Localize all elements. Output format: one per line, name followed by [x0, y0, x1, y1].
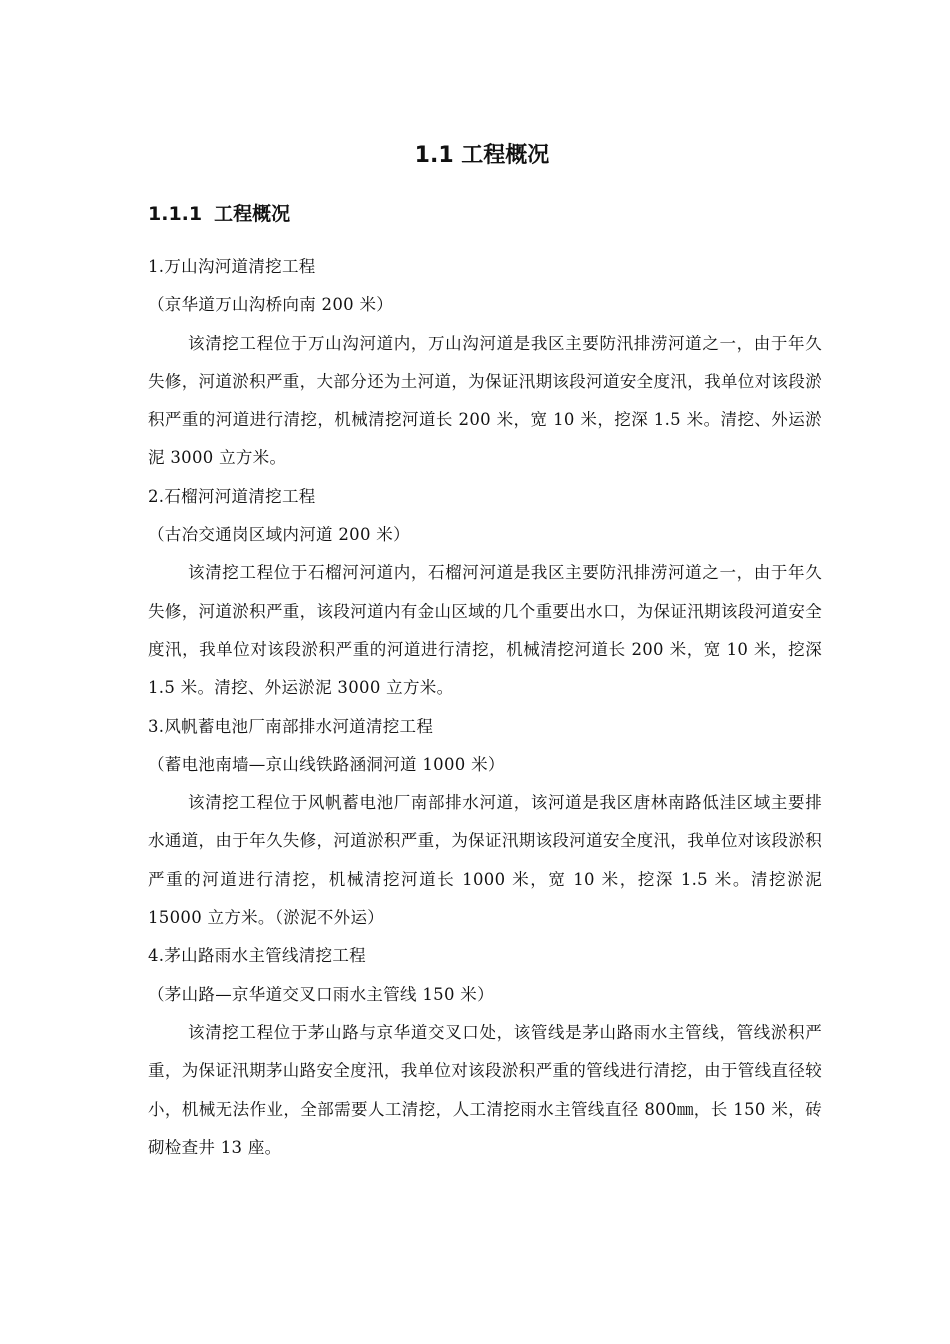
section-paragraph: 该清挖工程位于石榴河河道内，石榴河河道是我区主要防汛排涝河道之一，由于年久失修，河道淤积严重，该段河道内有金山区域的几个重要出水口，为保证汛期该段河道安全度汛，我单位对该段淤积严重的河道进行清挖，机械清挖河道长 200 米，宽 10 米，挖深 1.5 米。清挖、外运淤泥 3000 立方米。 [148, 563, 822, 698]
section-paragraph: 该清挖工程位于茅山路与京华道交叉口处，该管线是茅山路雨水主管线，管线淤积严重，为保证汛期茅山路安全度汛，我单位对该段淤积严重的管线进行清挖，由于管线直径较小，机械无法作业，全部需要人工清挖，人工清挖雨水主管线直径 800㎜，长 150 米，砖砌检查井 13 座。 [148, 1022, 822, 1157]
document-body [148, 248, 822, 1167]
section-range: （茅山路—京华道交叉口雨水主管线 150 米） [148, 984, 494, 1004]
subtitle-number: 1.1.1 [148, 203, 203, 225]
section-heading: 2.石榴河河道清挖工程 [148, 486, 316, 506]
section-range: （京华道万山沟桥向南 200 米） [148, 295, 394, 315]
subtitle-text: 工程概况 [214, 203, 291, 225]
section-range: （蓄电池南墙—京山线铁路涵洞河道 1000 米） [148, 754, 505, 774]
section-range: （古冶交通岗区域内河道 200 米） [148, 525, 410, 545]
section-heading: 4.茅山路雨水主管线清挖工程 [148, 946, 366, 966]
section-paragraph: 该清挖工程位于万山沟河道内，万山沟河道是我区主要防汛排涝河道之一，由于年久失修，河道淤积严重，大部分还为土河道，为保证汛期该段河道安全度汛，我单位对该段淤积严重的河道进行清挖，机械清挖河道长 200 米，宽 10 米，挖深 1.5 米。清挖、外运淤泥 3000 立方米。 [148, 333, 822, 468]
section-heading: 1.万山沟河道清挖工程 [148, 257, 316, 276]
page-title: 1.1 工程概况 [414, 143, 550, 168]
section-paragraph: 该清挖工程位于风帆蓄电池厂南部排水河道，该河道是我区唐林南路低洼区域主要排水通道，由于年久失修，河道淤积严重，为保证汛期该段河道安全度汛，我单位对该段淤积严重的河道进行清挖，机械清挖河道长 1000 米，宽 10 米，挖深 1.5 米。清挖淤泥 15000 立方米。（淤泥不外运） [148, 793, 822, 928]
section-subtitle [148, 196, 290, 232]
section-heading: 3.风帆蓄电池厂南部排水河道清挖工程 [148, 716, 434, 736]
